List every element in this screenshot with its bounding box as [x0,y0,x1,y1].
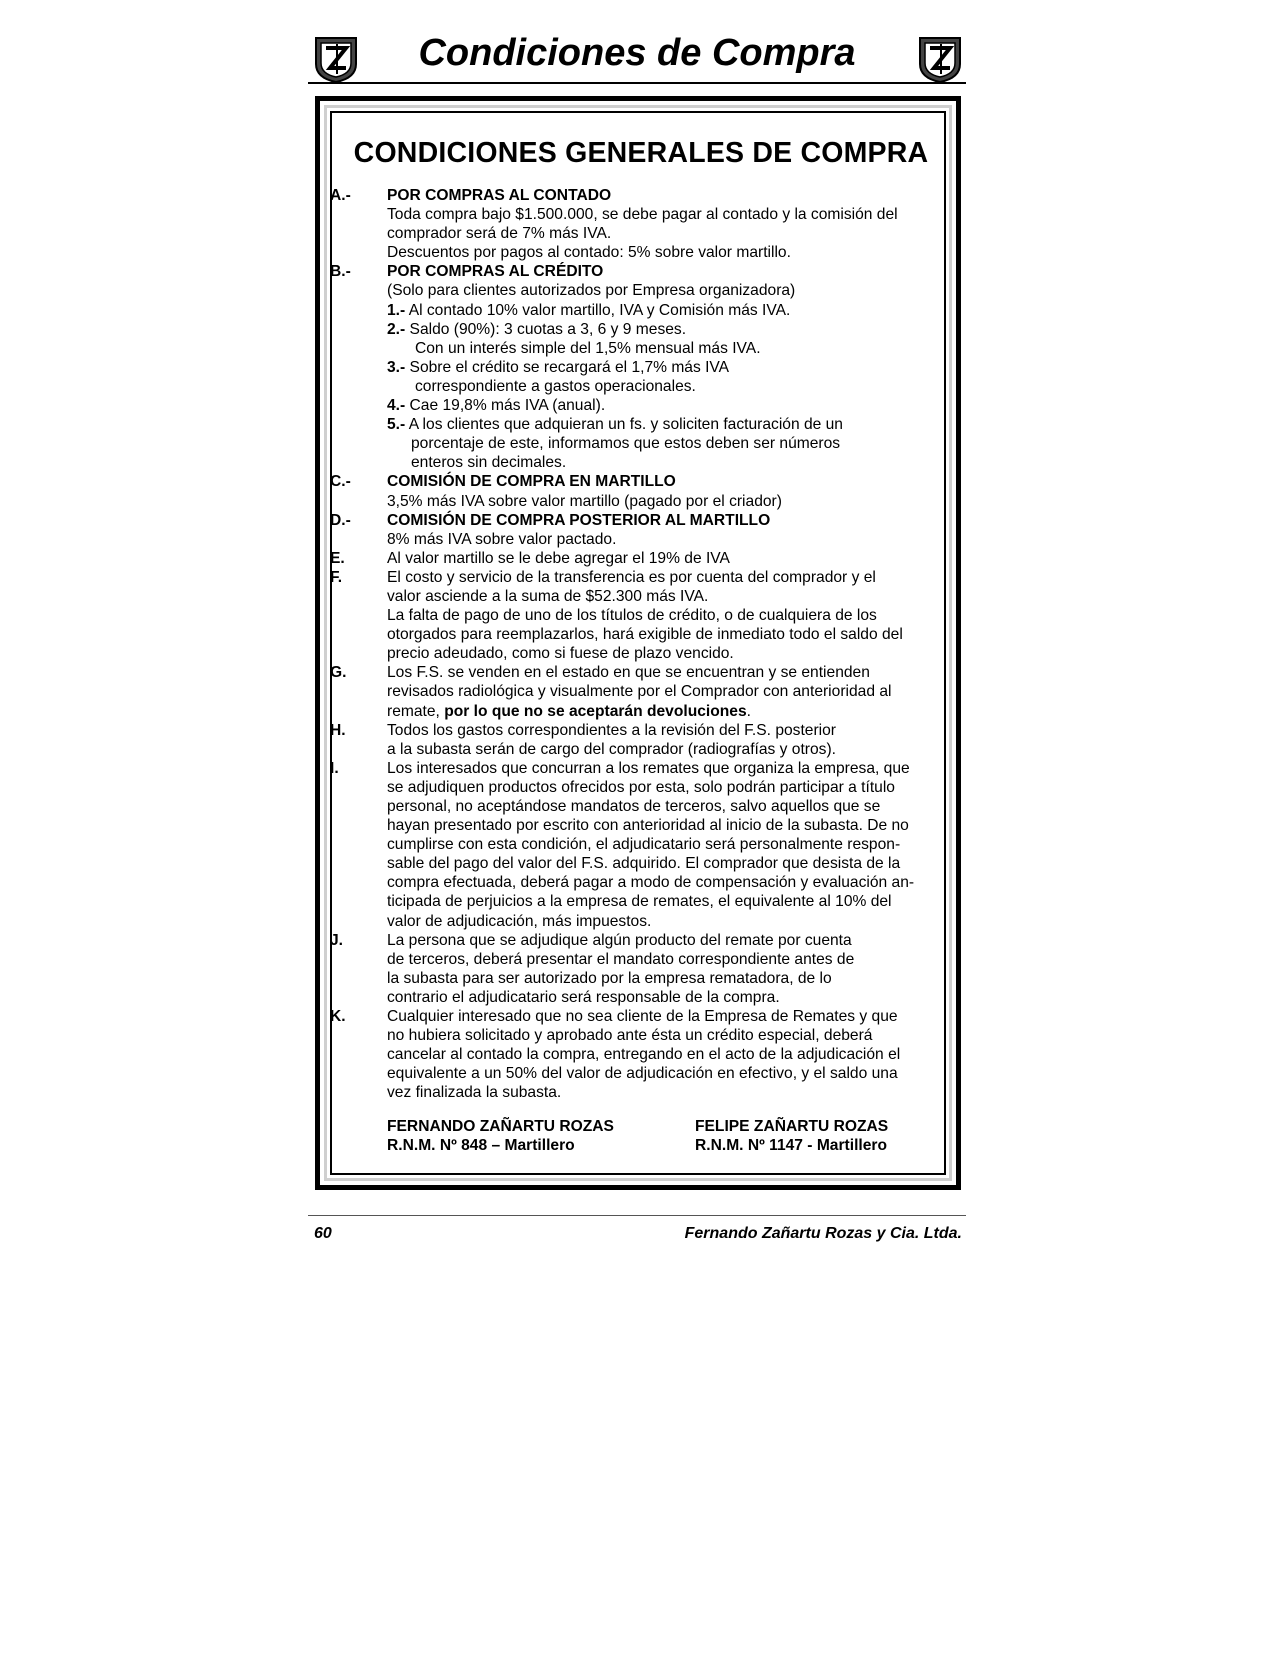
no-returns-notice: por lo que no se aceptarán devoluciones [444,702,747,720]
credit-item-text: Al contado 10% valor martillo, IVA y Comisión más IVA. [408,301,791,319]
section-line [387,702,952,721]
section-line: sable del pago del valor del F.S. adquirido. El comprador que desista de la [387,855,901,873]
section-letter: K. [330,1008,346,1026]
section-line: ticipada de perjuicios a la empresa de remates, el equivalente al 10% del [387,893,892,911]
section-text: . [746,702,751,720]
credit-item [387,358,952,377]
section-line: valor asciende a la suma de $52.300 más IVA. [387,587,709,605]
page-number: 60 [314,1225,332,1242]
section-line: Los F.S. se venden en el estado en que se encuentran y se entienden [387,664,870,682]
conditions-content [330,136,952,1157]
credit-item-text: Sobre el crédito se recargará el 1,7% más IVA [409,358,730,376]
section-h [330,721,952,759]
credit-item-text: enteros sin decimales. [411,454,567,472]
section-line: precio adeudado, como si fuese de plazo vencido. [387,645,734,663]
company-logo-icon [916,34,964,84]
signature-name: FERNANDO ZAÑARTU ROZAS [387,1117,614,1135]
credit-item-number: 1.- [387,301,406,319]
credit-item [387,396,952,415]
page-title: Condiciones de Compra [418,32,856,74]
section-line: valor de adjudicación, más impuestos. [387,912,652,930]
section-line: no hubiera solicitado y aprobado ante ésta un crédito especial, deberá [387,1027,873,1045]
credit-item-text: Saldo (90%): 3 cuotas a 3, 6 y 9 meses. [409,320,687,338]
section-line: otorgados para reemplazarlos, hará exigible de inmediato todo el saldo del [387,626,903,644]
section-line: equivalente a un 50% del valor de adjudicación en efectivo, y el saldo una [387,1065,898,1083]
section-line: vez finalizada la subasta. [387,1084,562,1102]
section-k [330,1007,952,1102]
signature-block [387,1117,614,1155]
section-letter: E. [330,549,345,567]
section-heading: COMISIÓN DE COMPRA POSTERIOR AL MARTILLO [387,511,771,529]
section-letter: I. [330,759,339,777]
page-header [308,30,966,86]
section-line: compra efectuada, deberá pagar a modo de compensación y evaluación an- [387,874,915,892]
section-letter: H. [330,721,346,739]
signature-name: FELIPE ZAÑARTU ROZAS [695,1117,889,1135]
credit-item-number: 5.- [387,416,406,434]
section-letter: B.- [330,263,351,281]
section-letter: J. [330,931,344,949]
footer-company: Fernando Zañartu Rozas y Cia. Ltda. [684,1225,962,1242]
section-line: 3,5% más IVA sobre valor martillo (pagado por el criador) [387,492,782,510]
credit-item [387,320,952,339]
section-line: la subasta para ser autorizado por la empresa rematadora, de lo [387,969,832,987]
section-line: hayan presentado por escrito con anterioridad al inicio de la subasta. De no [387,817,909,835]
page-footer [308,1215,966,1249]
section-line: La persona que se adjudique algún producto del remate por cuenta [387,931,852,949]
section-line: personal, no aceptándose mandatos de terceros, salvo aquellos que se [387,798,881,815]
signature-title: R.N.M. Nº 1147 - Martillero [695,1136,888,1154]
signature-block [695,1117,888,1155]
credit-item-text: correspondiente a gastos operacionales. [415,377,696,395]
credit-item [387,415,952,434]
credit-item [387,301,952,320]
section-line: cancelar al contado la compra, entregando en el acto de la adjudicación el [387,1046,901,1064]
credit-item-text: porcentaje de este, informamos que estos deben ser números [411,435,841,453]
section-line: revisados radiológica y visualmente por el Comprador con anterioridad al [387,683,892,701]
section-j [330,931,952,1007]
credit-item-number: 3.- [387,358,406,376]
credit-item-number: 4.- [387,397,406,415]
section-letter: C.- [330,473,351,491]
section-line: Los interesados que concurran a los remates que organiza la empresa, que [387,759,910,777]
section-line: comprador será de 7% más IVA. [387,225,612,243]
header-rule [308,82,966,84]
credit-item-text: A los clientes que adquieran un fs. y soliciten facturación de un [408,416,843,434]
section-line: cumplirse con esta condición, el adjudicatario será personalmente respon- [387,836,901,854]
section-line: a la subasta serán de cargo del comprador (radiografías y otros). [387,740,836,758]
section-line: de terceros, deberá presentar el mandato correspondiente antes de [387,950,855,968]
section-line: Cualquier interesado que no sea cliente de la Empresa de Remates y que [387,1008,898,1026]
section-letter: F. [330,568,343,586]
section-g [330,663,952,720]
credit-item-text: Con un interés simple del 1,5% mensual más IVA. [415,339,761,357]
section-e [330,549,952,568]
section-line: La falta de pago de uno de los títulos de crédito, o de cualquiera de los [387,607,877,625]
section-f [330,568,952,663]
section-b [330,262,952,472]
section-heading: POR COMPRAS AL CRÉDITO [387,263,604,281]
section-line: El costo y servicio de la transferencia es por cuenta del comprador y el [387,568,876,586]
section-line: se adjudiquen productos ofrecidos por esta, solo podrán participar a título [387,778,895,796]
section-letter: D.- [330,511,351,529]
section-line: 8% más IVA sobre valor pactado. [387,530,617,548]
signatures [330,1117,952,1157]
section-line: Descuentos por pagos al contado: 5% sobre valor martillo. [387,244,791,262]
conditions-title: CONDICIONES GENERALES DE COMPRA [353,137,929,169]
section-heading: POR COMPRAS AL CONTADO [387,187,612,204]
section-line: Al valor martillo se le debe agregar el 19% de IVA [387,549,730,567]
section-line: Todos los gastos correspondientes a la revisión del F.S. posterior [387,721,836,739]
credit-item-text: Cae 19,8% más IVA (anual). [409,397,606,415]
footer-rule [308,1215,966,1216]
signature-title: R.N.M. Nº 848 – Martillero [387,1136,575,1154]
section-a [330,186,952,262]
credit-item-number: 2.- [387,320,406,338]
section-i [330,759,952,931]
section-letter: A.- [330,187,351,204]
section-line: contrario el adjudicatario será responsable de la compra. [387,988,780,1006]
section-text: remate, [387,702,445,720]
section-line: Toda compra bajo $1.500.000, se debe pagar al contado y la comisión del [387,206,898,224]
section-line: (Solo para clientes autorizados por Empresa organizadora) [387,282,796,300]
section-heading: COMISIÓN DE COMPRA EN MARTILLO [387,473,676,491]
section-letter: G. [330,664,347,682]
section-c [330,472,952,510]
section-d [330,511,952,549]
